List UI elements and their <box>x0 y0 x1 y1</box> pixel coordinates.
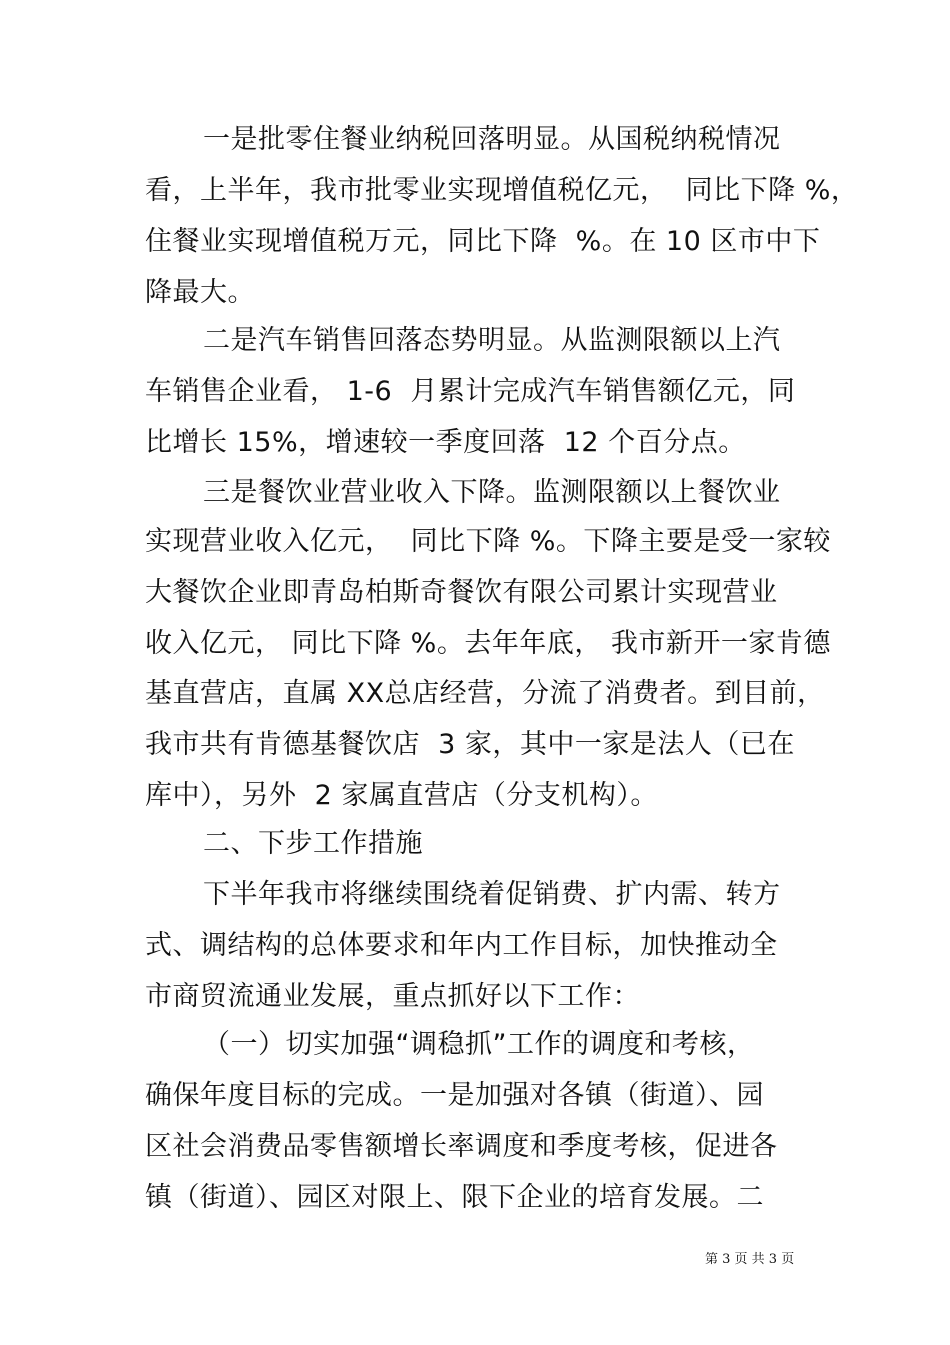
text-line: 区社会消费品零售额增长率调度和季度考核，促进各 <box>145 1131 778 1162</box>
text-line: 一是批零住餐业纳税回落明显。从国税纳税情况 <box>203 124 781 155</box>
page-number: 第 3 页 共 3 页 <box>705 1252 795 1267</box>
text-line: 我市共有肯德基餐饮店 3 家，其中一家是法人（已在 <box>145 729 795 760</box>
text-line: 库中），另外 2 家属直营店（分支机构）。 <box>145 780 658 811</box>
text-line: 确保年度目标的完成。一是加强对各镇（街道）、园 <box>145 1080 764 1111</box>
text-line: 市商贸流通业发展，重点抓好以下工作： <box>145 981 640 1012</box>
text-line: 下半年我市将继续围绕着促销费、扩内需、转方 <box>203 879 781 910</box>
text-line: 收入亿元， 同比下降 %。去年年底， 我市新开一家肯德 <box>145 628 831 659</box>
text-line: 大餐饮企业即青岛柏斯奇餐饮有限公司累计实现营业 <box>145 577 778 608</box>
text-line: （一）切实加强“调稳抓”工作的调度和考核， <box>203 1029 755 1060</box>
text-line: 降最大。 <box>145 277 255 308</box>
text-line: 三是餐饮业营业收入下降。监测限额以上餐饮业 <box>203 477 781 508</box>
text-line: 基直营店，直属 XX总店经营，分流了消费者。到目前， <box>145 678 825 709</box>
text-line: 住餐业实现增值税万元，同比下降 %。在 10 区市中下 <box>145 226 821 257</box>
text-line: 实现营业收入亿元， 同比下降 %。下降主要是受一家较 <box>145 526 831 557</box>
text-line: 二是汽车销售回落态势明显。从监测限额以上汽 <box>203 325 781 356</box>
text-line: 车销售企业看， 1-6 月累计完成汽车销售额亿元，同 <box>145 376 796 407</box>
page-footer <box>0 1233 950 1287</box>
section-heading: 二、下步工作措施 <box>203 828 423 859</box>
text-line: 镇（街道）、园区对限上、限下企业的培育发展。二 <box>145 1182 764 1213</box>
text-line: 看，上半年，我市批零业实现增值税亿元， 同比下降 %， <box>145 175 859 206</box>
text-line: 比增长 15%，增速较一季度回落 12 个百分点。 <box>145 427 746 458</box>
text-line: 式、调结构的总体要求和年内工作目标，加快推动全 <box>145 930 778 961</box>
